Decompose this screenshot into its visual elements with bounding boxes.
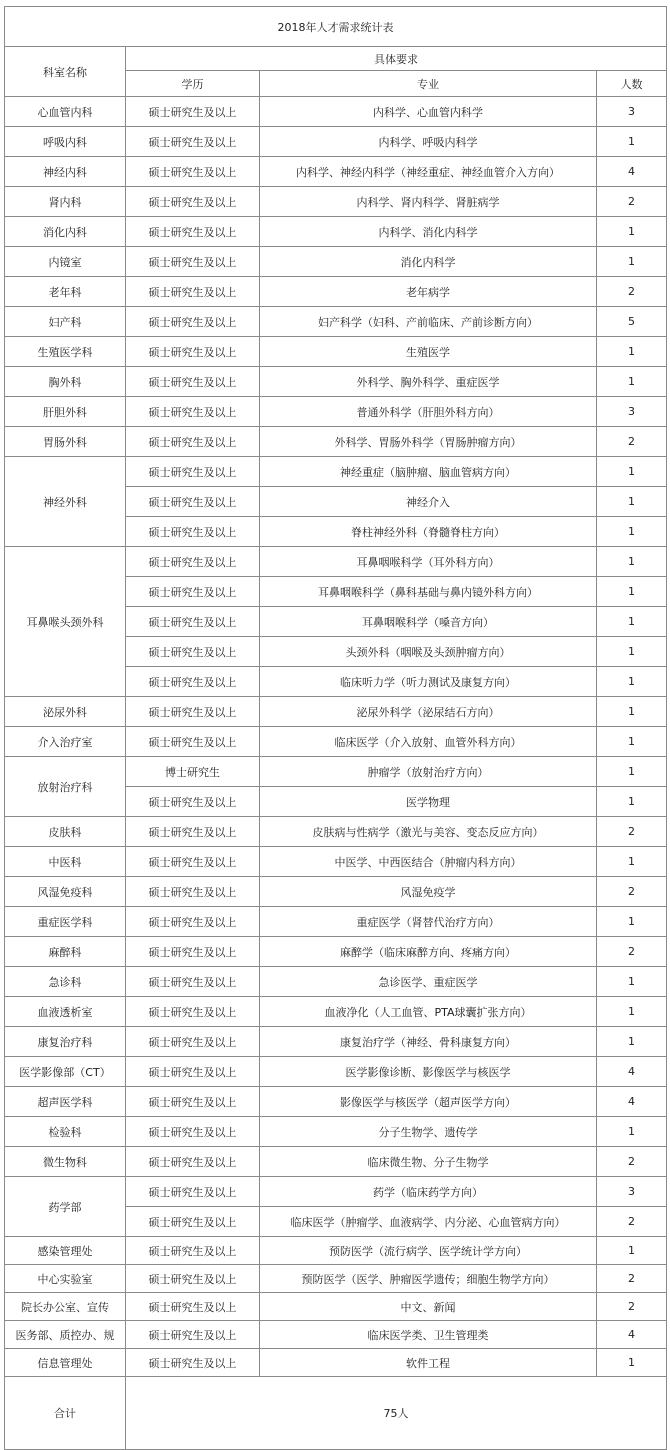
count-cell: 1 xyxy=(597,787,667,817)
education-cell: 硕士研究生及以上 xyxy=(126,367,260,397)
education-cell: 硕士研究生及以上 xyxy=(126,577,260,607)
table-row xyxy=(5,1265,667,1293)
count-cell: 1 xyxy=(597,607,667,637)
education-cell: 硕士研究生及以上 xyxy=(126,667,260,697)
dept-cell: 消化内科 xyxy=(5,217,126,247)
header-dept: 科室名称 xyxy=(5,47,126,97)
dept-cell: 老年科 xyxy=(5,277,126,307)
dept-cell: 放射治疗科 xyxy=(5,757,126,817)
education-cell: 硕士研究生及以上 xyxy=(126,1147,260,1177)
dept-cell: 中心实验室 xyxy=(5,1265,126,1293)
education-cell: 硕士研究生及以上 xyxy=(126,907,260,937)
talent-demand-table xyxy=(4,6,667,1450)
table-row xyxy=(5,1057,667,1087)
major-cell: 重症医学（肾替代治疗方向） xyxy=(260,907,597,937)
major-cell: 老年病学 xyxy=(260,277,597,307)
dept-cell: 感染管理处 xyxy=(5,1237,126,1265)
table-row xyxy=(5,1349,667,1377)
education-cell: 硕士研究生及以上 xyxy=(126,787,260,817)
table-row xyxy=(5,187,667,217)
education-cell: 硕士研究生及以上 xyxy=(126,157,260,187)
education-cell: 硕士研究生及以上 xyxy=(126,697,260,727)
dept-cell: 妇产科 xyxy=(5,307,126,337)
dept-cell: 超声医学科 xyxy=(5,1087,126,1117)
count-cell: 2 xyxy=(597,1265,667,1293)
major-cell: 麻醉学（临床麻醉方向、疼痛方向） xyxy=(260,937,597,967)
count-cell: 1 xyxy=(597,667,667,697)
count-cell: 3 xyxy=(597,397,667,427)
major-cell: 药学（临床药学方向） xyxy=(260,1177,597,1207)
table-row xyxy=(5,1027,667,1057)
header-major: 专业 xyxy=(260,71,597,97)
education-cell: 硕士研究生及以上 xyxy=(126,337,260,367)
major-cell: 外科学、胃肠外科学（胃肠肿瘤方向） xyxy=(260,427,597,457)
table-row xyxy=(5,847,667,877)
major-cell: 临床医学类、卫生管理类 xyxy=(260,1321,597,1349)
major-cell: 风湿免疫学 xyxy=(260,877,597,907)
education-cell: 硕士研究生及以上 xyxy=(126,1293,260,1321)
table-row xyxy=(5,247,667,277)
education-cell: 硕士研究生及以上 xyxy=(126,817,260,847)
dept-cell: 耳鼻喉头颈外科 xyxy=(5,547,126,697)
education-cell: 硕士研究生及以上 xyxy=(126,847,260,877)
count-cell: 2 xyxy=(597,877,667,907)
count-cell: 1 xyxy=(597,577,667,607)
table-row xyxy=(5,217,667,247)
major-cell: 头颈外科（咽喉及头颈肿瘤方向） xyxy=(260,637,597,667)
education-cell: 硕士研究生及以上 xyxy=(126,1177,260,1207)
major-cell: 康复治疗学（神经、骨科康复方向） xyxy=(260,1027,597,1057)
count-cell: 1 xyxy=(597,1349,667,1377)
count-cell: 1 xyxy=(597,907,667,937)
major-cell: 预防医学（流行病学、医学统计学方向） xyxy=(260,1237,597,1265)
dept-cell: 泌尿外科 xyxy=(5,697,126,727)
count-cell: 1 xyxy=(597,997,667,1027)
dept-cell: 神经外科 xyxy=(5,457,126,547)
count-cell: 1 xyxy=(597,1027,667,1057)
education-cell: 硕士研究生及以上 xyxy=(126,1087,260,1117)
count-cell: 2 xyxy=(597,277,667,307)
table-row xyxy=(5,877,667,907)
count-cell: 2 xyxy=(597,427,667,457)
dept-cell: 风湿免疫科 xyxy=(5,877,126,907)
count-cell: 1 xyxy=(597,727,667,757)
major-cell: 内科学、肾内科学、肾脏病学 xyxy=(260,187,597,217)
count-cell: 5 xyxy=(597,307,667,337)
major-cell: 神经重症（脑肿瘤、脑血管病方向） xyxy=(260,457,597,487)
dept-cell: 神经内科 xyxy=(5,157,126,187)
major-cell: 急诊医学、重症医学 xyxy=(260,967,597,997)
education-cell: 硕士研究生及以上 xyxy=(126,1265,260,1293)
dept-cell: 皮肤科 xyxy=(5,817,126,847)
table-row xyxy=(5,1147,667,1177)
table-row xyxy=(5,757,667,787)
major-cell: 临床医学（介入放射、血管外科方向） xyxy=(260,727,597,757)
table-row xyxy=(5,97,667,127)
major-cell: 影像医学与核医学（超声医学方向） xyxy=(260,1087,597,1117)
count-cell: 1 xyxy=(597,1117,667,1147)
dept-cell: 重症医学科 xyxy=(5,907,126,937)
table-row xyxy=(5,427,667,457)
count-cell: 1 xyxy=(597,217,667,247)
total-label: 合计 xyxy=(5,1377,126,1450)
count-cell: 1 xyxy=(597,847,667,877)
header-count: 人数 xyxy=(597,71,667,97)
major-cell: 外科学、胸外科学、重症医学 xyxy=(260,367,597,397)
education-cell: 硕士研究生及以上 xyxy=(126,727,260,757)
major-cell: 皮肤病与性病学（激光与美容、变态反应方向） xyxy=(260,817,597,847)
education-cell: 硕士研究生及以上 xyxy=(126,97,260,127)
table-row xyxy=(5,1293,667,1321)
total-row xyxy=(5,1377,667,1450)
dept-cell: 康复治疗科 xyxy=(5,1027,126,1057)
major-cell: 妇产科学（妇科、产前临床、产前诊断方向） xyxy=(260,307,597,337)
dept-cell: 肾内科 xyxy=(5,187,126,217)
education-cell: 硕士研究生及以上 xyxy=(126,457,260,487)
major-cell: 耳鼻咽喉科学（嗓音方向） xyxy=(260,607,597,637)
dept-cell: 院长办公室、宣传 xyxy=(5,1293,126,1321)
count-cell: 1 xyxy=(597,367,667,397)
table-row xyxy=(5,1117,667,1147)
education-cell: 硕士研究生及以上 xyxy=(126,427,260,457)
table-row xyxy=(5,697,667,727)
major-cell: 软件工程 xyxy=(260,1349,597,1377)
education-cell: 硕士研究生及以上 xyxy=(126,517,260,547)
education-cell: 硕士研究生及以上 xyxy=(126,1349,260,1377)
education-cell: 硕士研究生及以上 xyxy=(126,247,260,277)
dept-cell: 心血管内科 xyxy=(5,97,126,127)
count-cell: 2 xyxy=(597,1147,667,1177)
dept-cell: 信息管理处 xyxy=(5,1349,126,1377)
major-cell: 肿瘤学（放射治疗方向） xyxy=(260,757,597,787)
dept-cell: 医学影像部（CT） xyxy=(5,1057,126,1087)
education-cell: 硕士研究生及以上 xyxy=(126,1237,260,1265)
education-cell: 硕士研究生及以上 xyxy=(126,1117,260,1147)
table-row xyxy=(5,307,667,337)
table-row xyxy=(5,337,667,367)
major-cell: 消化内科学 xyxy=(260,247,597,277)
dept-cell: 介入治疗室 xyxy=(5,727,126,757)
education-cell: 硕士研究生及以上 xyxy=(126,307,260,337)
dept-cell: 生殖医学科 xyxy=(5,337,126,367)
education-cell: 硕士研究生及以上 xyxy=(126,937,260,967)
table-row xyxy=(5,277,667,307)
table-row xyxy=(5,997,667,1027)
table-row xyxy=(5,367,667,397)
major-cell: 分子生物学、遗传学 xyxy=(260,1117,597,1147)
count-cell: 1 xyxy=(597,127,667,157)
major-cell: 生殖医学 xyxy=(260,337,597,367)
table-row xyxy=(5,967,667,997)
dept-cell: 内镜室 xyxy=(5,247,126,277)
major-cell: 预防医学（医学、肿瘤医学遗传；细胞生物学方向） xyxy=(260,1265,597,1293)
count-cell: 4 xyxy=(597,157,667,187)
major-cell: 神经介入 xyxy=(260,487,597,517)
count-cell: 1 xyxy=(597,247,667,277)
table-row xyxy=(5,1321,667,1349)
education-cell: 硕士研究生及以上 xyxy=(126,1057,260,1087)
education-cell: 硕士研究生及以上 xyxy=(126,637,260,667)
table-row xyxy=(5,157,667,187)
dept-cell: 肝胆外科 xyxy=(5,397,126,427)
table-row xyxy=(5,1237,667,1265)
count-cell: 4 xyxy=(597,1087,667,1117)
education-cell: 硕士研究生及以上 xyxy=(126,1027,260,1057)
major-cell: 内科学、呼吸内科学 xyxy=(260,127,597,157)
table-row xyxy=(5,127,667,157)
major-cell: 内科学、神经内科学（神经重症、神经血管介入方向） xyxy=(260,157,597,187)
education-cell: 硕士研究生及以上 xyxy=(126,127,260,157)
education-cell: 硕士研究生及以上 xyxy=(126,277,260,307)
table-row xyxy=(5,1177,667,1207)
table-row xyxy=(5,1087,667,1117)
education-cell: 硕士研究生及以上 xyxy=(126,547,260,577)
major-cell: 耳鼻咽喉科学（耳外科方向） xyxy=(260,547,597,577)
major-cell: 中医学、中西医结合（肿瘤内科方向） xyxy=(260,847,597,877)
count-cell: 2 xyxy=(597,1207,667,1237)
count-cell: 1 xyxy=(597,337,667,367)
count-cell: 1 xyxy=(597,637,667,667)
education-cell: 硕士研究生及以上 xyxy=(126,187,260,217)
table-row xyxy=(5,907,667,937)
table-row xyxy=(5,397,667,427)
major-cell: 血液净化（人工血管、PTA球囊扩张方向） xyxy=(260,997,597,1027)
dept-cell: 血液透析室 xyxy=(5,997,126,1027)
count-cell: 1 xyxy=(597,487,667,517)
count-cell: 3 xyxy=(597,97,667,127)
education-cell: 硕士研究生及以上 xyxy=(126,997,260,1027)
count-cell: 1 xyxy=(597,697,667,727)
major-cell: 中文、新闻 xyxy=(260,1293,597,1321)
major-cell: 脊柱神经外科（脊髓脊柱方向） xyxy=(260,517,597,547)
count-cell: 4 xyxy=(597,1321,667,1349)
education-cell: 硕士研究生及以上 xyxy=(126,487,260,517)
dept-cell: 急诊科 xyxy=(5,967,126,997)
major-cell: 医学物理 xyxy=(260,787,597,817)
count-cell: 1 xyxy=(597,547,667,577)
dept-cell: 检验科 xyxy=(5,1117,126,1147)
table-row xyxy=(5,727,667,757)
count-cell: 1 xyxy=(597,517,667,547)
header-requirements: 具体要求 xyxy=(126,47,667,71)
count-cell: 1 xyxy=(597,757,667,787)
major-cell: 普通外科学（肝胆外科方向） xyxy=(260,397,597,427)
dept-cell: 胸外科 xyxy=(5,367,126,397)
dept-cell: 药学部 xyxy=(5,1177,126,1237)
table-row xyxy=(5,547,667,577)
education-cell: 硕士研究生及以上 xyxy=(126,1321,260,1349)
major-cell: 临床听力学（听力测试及康复方向） xyxy=(260,667,597,697)
education-cell: 硕士研究生及以上 xyxy=(126,1207,260,1237)
major-cell: 耳鼻咽喉科学（鼻科基础与鼻内镜外科方向） xyxy=(260,577,597,607)
total-value: 75人 xyxy=(126,1377,667,1450)
table-row xyxy=(5,817,667,847)
count-cell: 4 xyxy=(597,1057,667,1087)
dept-cell: 医务部、质控办、规 xyxy=(5,1321,126,1349)
major-cell: 内科学、心血管内科学 xyxy=(260,97,597,127)
dept-cell: 微生物科 xyxy=(5,1147,126,1177)
education-cell: 硕士研究生及以上 xyxy=(126,877,260,907)
header-education: 学历 xyxy=(126,71,260,97)
table-row xyxy=(5,457,667,487)
dept-cell: 呼吸内科 xyxy=(5,127,126,157)
table-title: 2018年人才需求统计表 xyxy=(5,7,667,47)
count-cell: 2 xyxy=(597,1293,667,1321)
education-cell: 硕士研究生及以上 xyxy=(126,217,260,247)
count-cell: 2 xyxy=(597,187,667,217)
count-cell: 1 xyxy=(597,1237,667,1265)
dept-cell: 胃肠外科 xyxy=(5,427,126,457)
major-cell: 泌尿外科学（泌尿结石方向） xyxy=(260,697,597,727)
count-cell: 2 xyxy=(597,817,667,847)
count-cell: 3 xyxy=(597,1177,667,1207)
count-cell: 1 xyxy=(597,967,667,997)
major-cell: 内科学、消化内科学 xyxy=(260,217,597,247)
count-cell: 2 xyxy=(597,937,667,967)
education-cell: 硕士研究生及以上 xyxy=(126,967,260,997)
major-cell: 医学影像诊断、影像医学与核医学 xyxy=(260,1057,597,1087)
education-cell: 硕士研究生及以上 xyxy=(126,397,260,427)
education-cell: 硕士研究生及以上 xyxy=(126,607,260,637)
major-cell: 临床微生物、分子生物学 xyxy=(260,1147,597,1177)
count-cell: 1 xyxy=(597,457,667,487)
dept-cell: 中医科 xyxy=(5,847,126,877)
table-row xyxy=(5,937,667,967)
dept-cell: 麻醉科 xyxy=(5,937,126,967)
major-cell: 临床医学（肿瘤学、血液病学、内分泌、心血管病方向） xyxy=(260,1207,597,1237)
education-cell: 博士研究生 xyxy=(126,757,260,787)
